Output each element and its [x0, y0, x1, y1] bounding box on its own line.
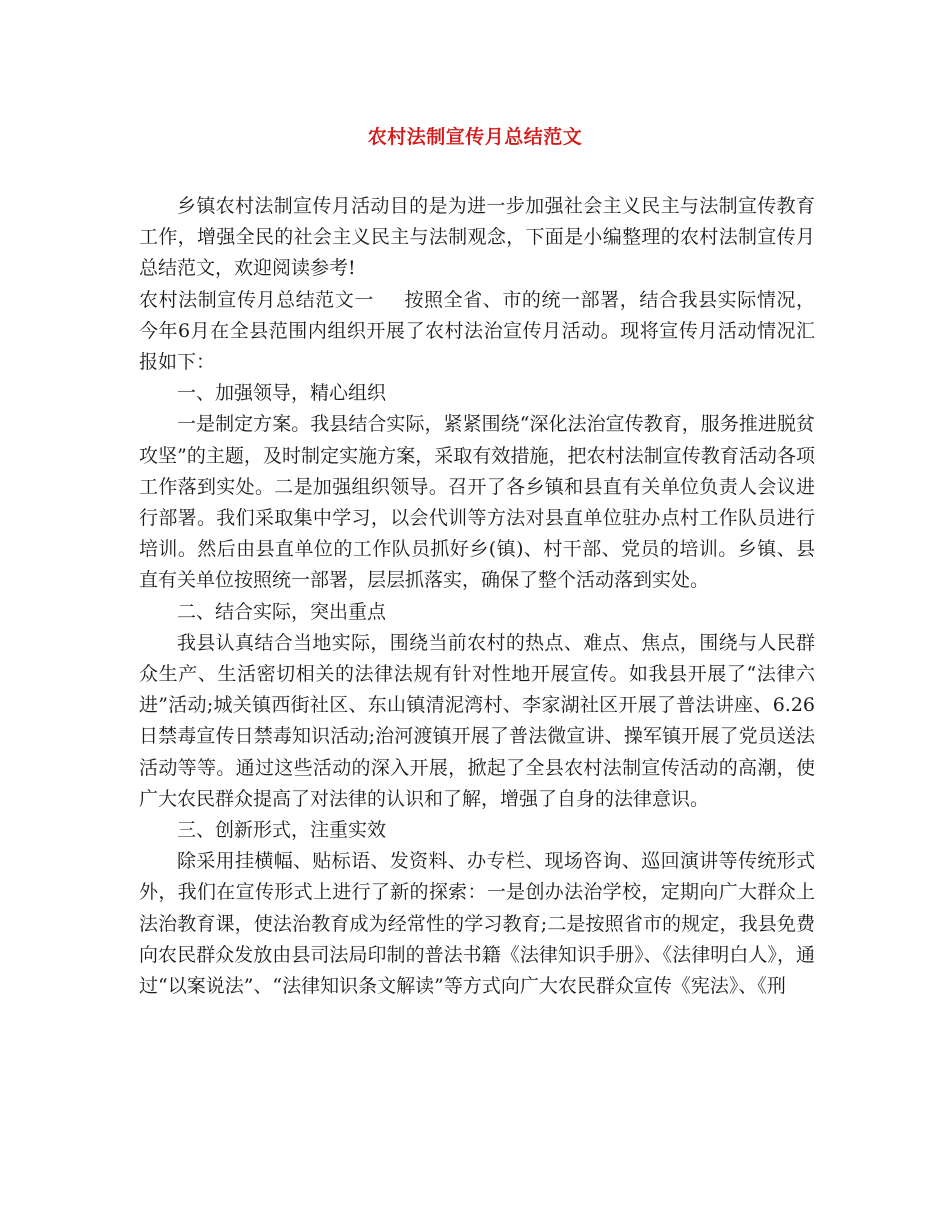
document-title: 农村法制宣传月总结范文: [367, 126, 583, 148]
heading-3: 三、创新形式，注重实效: [177, 819, 387, 842]
paragraph-3: 除采用挂横幅、贴标语、发资料、办专栏、现场咨询、巡回演讲等传统形式外，我们在宣传形式上进行了新的探索：一是创办法治学校，定期向广大群众上法治教育课，使法治教育成为经常性的学习教育;二是按照省市的规定，我县免费向农民群众发放由县司法局印制的普法书籍《法律知识手册》、《法律明白人》，通过“以案说法”、“法律知识条文解读”等方式向广大农民群众宣传《宪法》、《刑: [139, 850, 815, 998]
paragraph-2: 我县认真结合当地实际，围绕当前农村的热点、难点、焦点，围绕与人民群众生产、生活密切相关的法律法规有针对性地开展宣传。如我县开展了“法律六进”活动;城关镇西街社区、东山镇清泥湾村、李家湖社区开展了普法讲座、6.26日禁毒宣传日禁毒知识活动;治河渡镇开展了普法微宣讲、操军镇开展了党员送法活动等等。通过这些活动的深入开展，掀起了全县农村法制宣传活动的高潮，使广大农民群众提高了对法律的认识和了解，增强了自身的法律意识。: [139, 631, 815, 810]
intro-paragraph: 乡镇农村法制宣传月活动目的是为进一步加强社会主义民主与法制宣传教育工作，增强全民的社会主义民主与法制观念，下面是小编整理的农村法制宣传月总结范文，欢迎阅读参考!: [139, 195, 815, 280]
heading-2: 二、结合实际，突出重点: [177, 600, 387, 623]
section-lead: 按照全省、市的统一部署，结合我县实际情况，今年6月在全县范围内组织开展了农村法治宣传月活动。现将宣传月活动情况汇报如下：: [139, 288, 815, 374]
heading-1: 一、加强领导，精心组织: [177, 382, 387, 405]
section-label: 农村法制宣传月总结范文一: [139, 288, 374, 311]
paragraph-1: 一是制定方案。我县结合实际，紧紧围绕“深化法治宣传教育，服务推进脱贫攻坚”的主题，及时制定实施方案，采取有效措施，把农村法制宣传教育活动各项工作落到实处。二是加强组织领导。召开了各乡镇和县直有关单位负责人会议进行部署。我们采取集中学习，以会代训等方法对县直单位驻办点村工作队员进行培训。然后由县直单位的工作队员抓好乡(镇)、村干部、党员的培训。乡镇、县直有关单位按照统一部署，层层抓落实，确保了整个活动落到实处。: [139, 413, 815, 592]
document-body: [139, 191, 815, 1002]
section-paragraph: [139, 285, 815, 379]
